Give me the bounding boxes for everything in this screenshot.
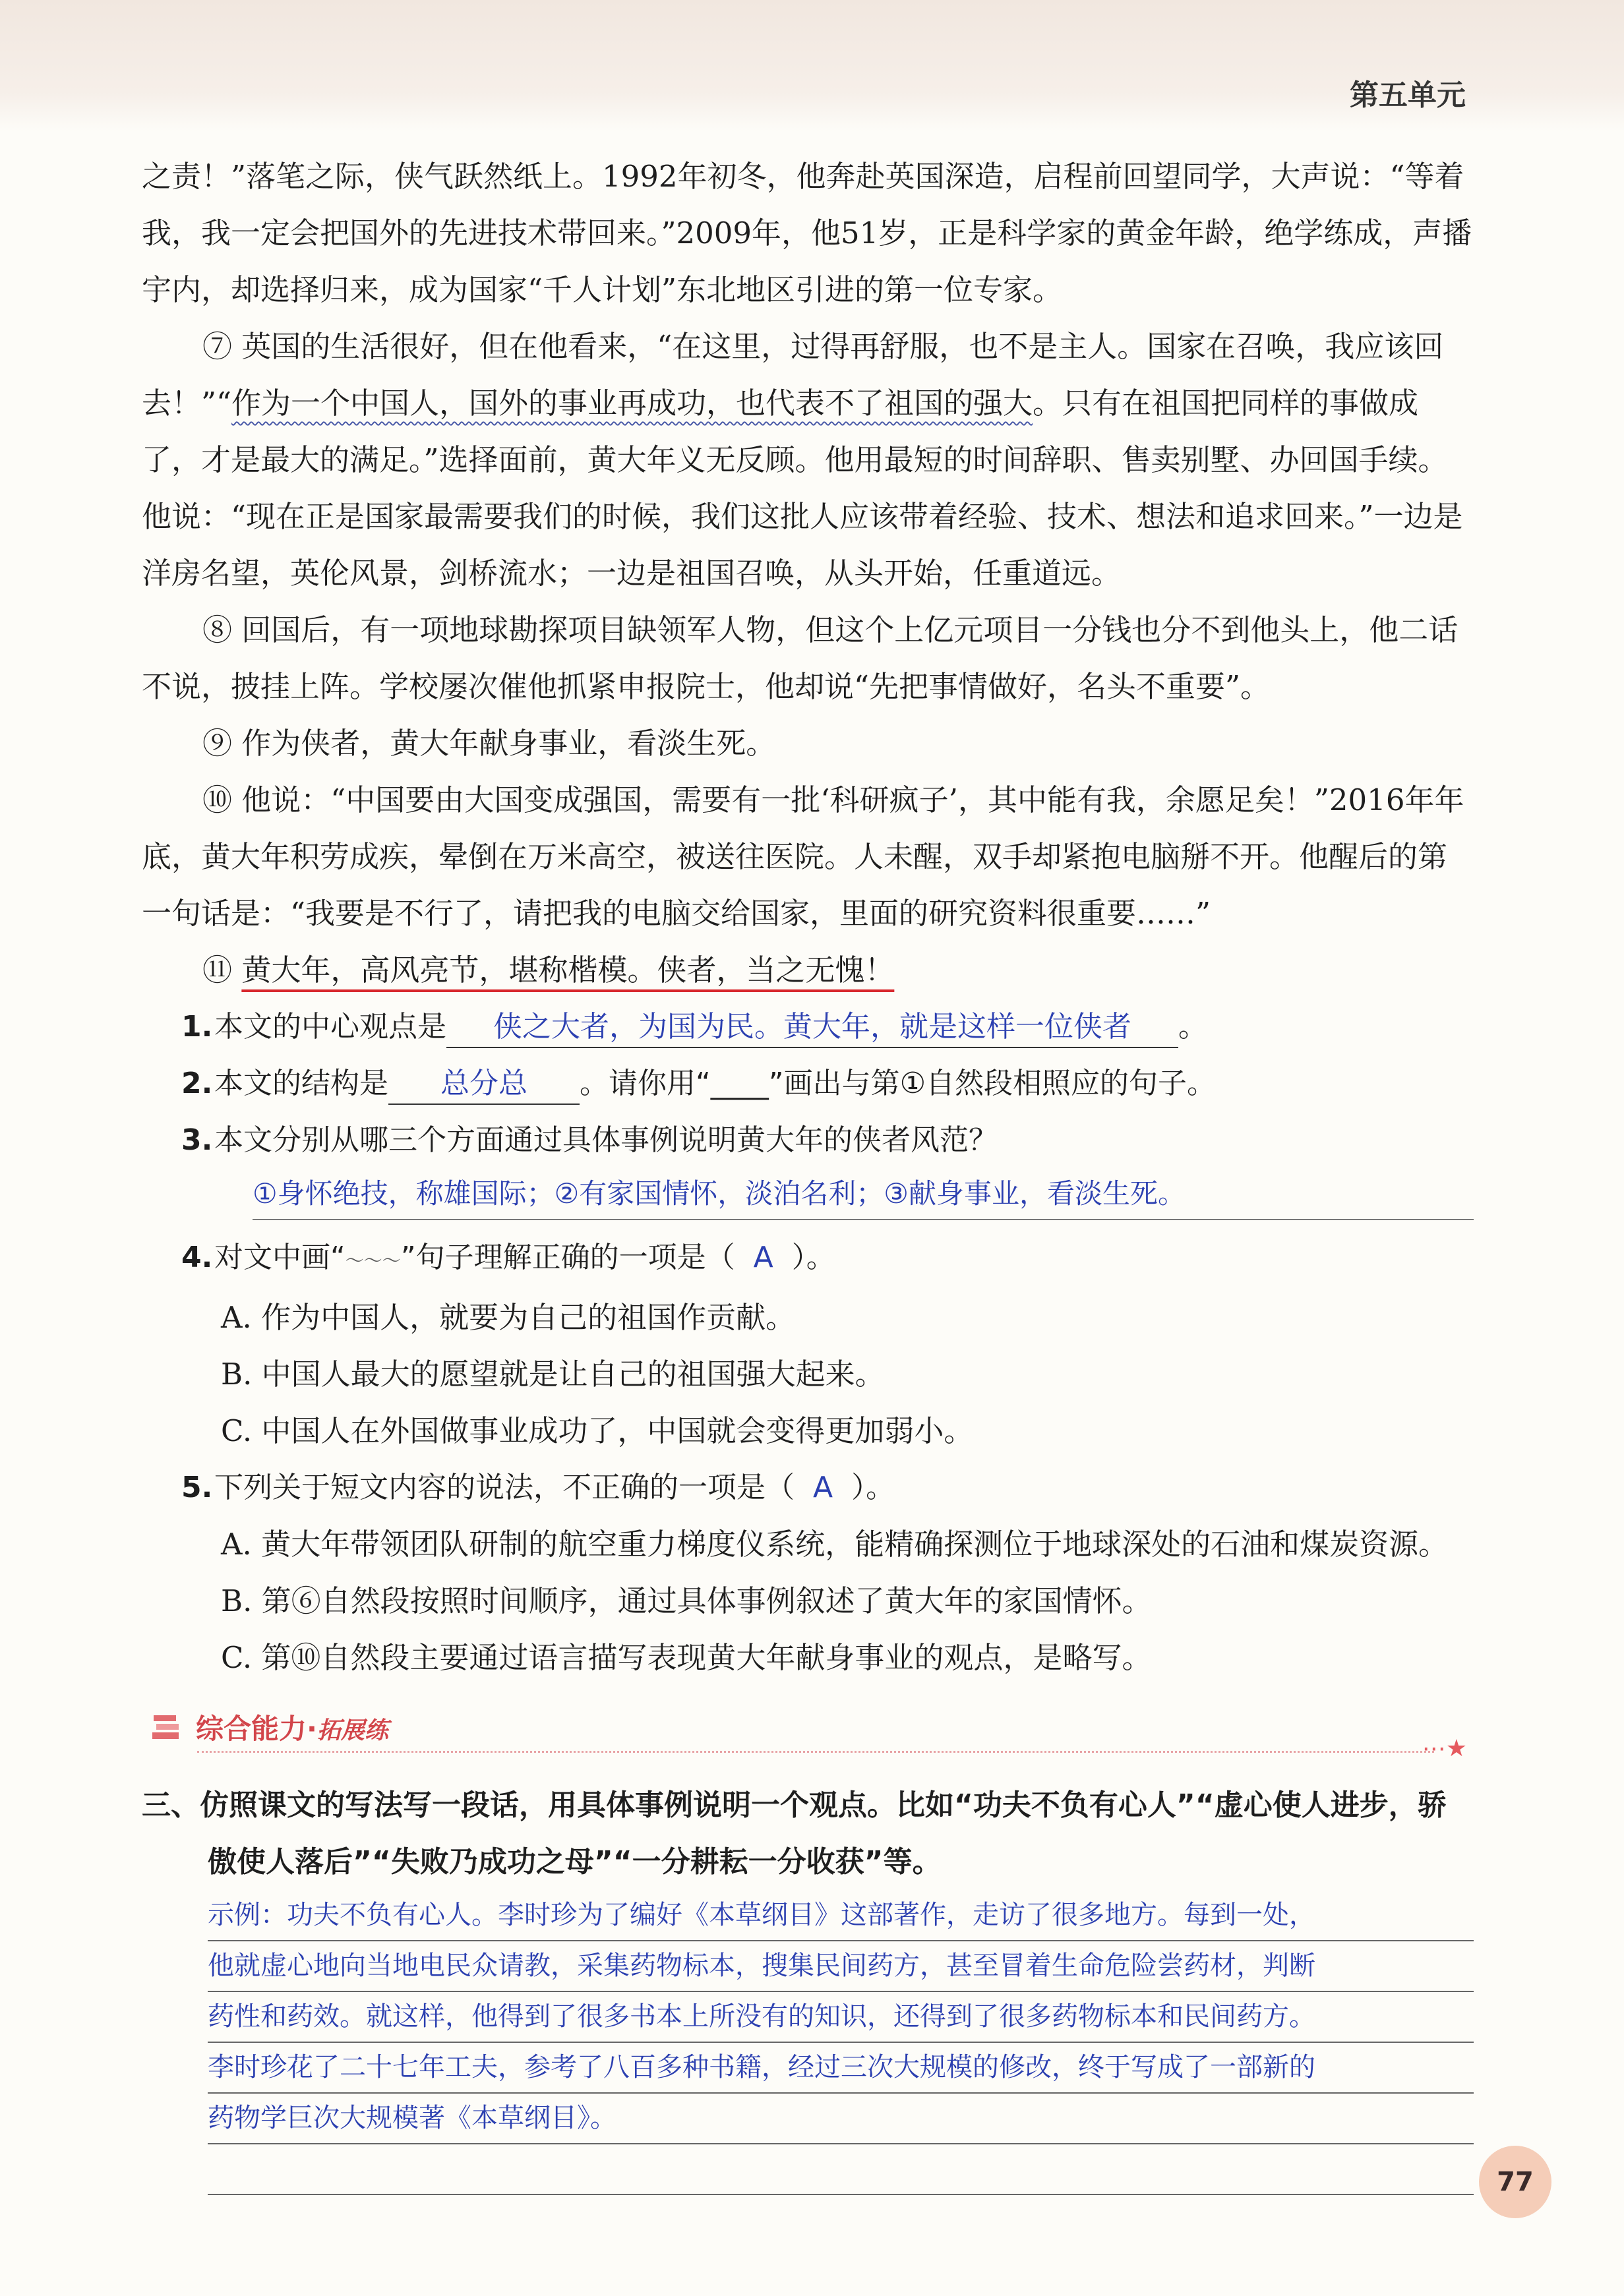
q4-option-a: A. 作为中国人，就要为自己的祖国作贡献。 <box>221 1300 796 1335</box>
passage-paragraph-7 <box>142 318 1474 602</box>
q4-number: 4. <box>181 1241 213 1274</box>
q3-text: 本文分别从哪三个方面通过具体事例说明黄大年的侠者风范？ <box>214 1123 998 1157</box>
question-2 <box>142 1055 1474 1112</box>
answer-line-1: 示例：功夫不负有心人。李时珍为了编好《本草纲目》这部著作，走访了很多地方。每到一处， <box>208 1891 1474 1941</box>
q5-option-c: C. 第⑩自然段主要通过语言描写表现黄大年献身事业的观点，是略写。 <box>221 1640 1152 1675</box>
section-title-main: 综合能力 <box>196 1713 307 1745</box>
answer-line-2: 他就虚心地向当地电民众请教，采集药物标本，搜集民间药方，甚至冒着生命危险尝药材，判断 <box>208 1941 1474 1992</box>
section-title-dot: · <box>307 1713 317 1745</box>
q4-answer[interactable]: A <box>753 1241 773 1274</box>
page-content <box>142 148 1474 2195</box>
passage-paragraph-10: ⑩ 他说：“中国要由大国变成强国，需要有一批‘科研疯子’，其中能有我，余愿足矣！”2016年年底，黄大年积劳成疾，晕倒在万米高空，被送往医院。人未醒，双手却紧抱电脑掰不开。他醒后的第一句话是：“我要是不行了，请把我的电脑交给国家，里面的研究资料很重要……” <box>142 782 1464 931</box>
q2-number: 2. <box>181 1067 213 1100</box>
q1-number: 1. <box>181 1010 213 1044</box>
passage-paragraph-11 <box>142 942 1474 999</box>
section-title <box>196 1707 388 1747</box>
question-3 <box>142 1112 1474 1169</box>
q5-text: 下列关于短文内容的说法，不正确的一项是（ <box>214 1471 795 1504</box>
section-banner <box>142 1695 1474 1761</box>
passage-paragraph-8: ⑧ 回国后，有一项地球勘探项目缺领军人物，但这个上亿元项目一分钱也分不到他头上，他二话不说，披挂上阵。学校屡次催他抓紧申报院士，他却说“先把事情做好，名头不重要”。 <box>142 612 1459 704</box>
q4-text: 对文中画“ <box>214 1241 346 1274</box>
q1-text: 本文的中心观点是 <box>214 1010 446 1044</box>
section-subtitle: 拓展练 <box>316 1717 388 1744</box>
q2-text-mid: 。请你用“ <box>580 1067 711 1100</box>
question-4 <box>142 1229 1474 1289</box>
q5-answer[interactable]: A <box>813 1471 833 1504</box>
q2-text: 本文的结构是 <box>214 1067 388 1100</box>
q1-answer-blank[interactable]: 侠之大者，为国为民。黄大年，就是这样一位侠者 <box>446 1007 1178 1048</box>
p7-text-a: ⑦ 英国的生活很好，但在他看来，“在这里，过得再舒服，也不是主人。国家在召唤，我应该回去！”“ <box>142 329 1444 421</box>
q2-underline-mark: ____ <box>710 1067 769 1100</box>
unit-title: 第五单元 <box>1350 78 1466 112</box>
answer-line-empty[interactable] <box>208 2144 1474 2195</box>
q3-number: 3. <box>181 1123 213 1157</box>
q2-answer-blank[interactable]: 总分总 <box>388 1064 580 1105</box>
answer-line-5: 药物学巨次大规模著《本草纲目》。 <box>208 2094 1474 2144</box>
passage-paragraph-continued: 之责！”落笔之际，侠气跃然纸上。1992年初冬，他奔赴英国深造，启程前回望同学，大声说：“等着我，我一定会把国外的先进技术带回来。”2009年，他51岁，正是科学家的黄金年龄，绝学练成，声播宇内，却选择归来，成为国家“千人计划”东北地区引进的第一位专家。 <box>142 159 1472 307</box>
q4-wavy-mark: ～～～ <box>345 1250 401 1272</box>
q4-text-end: ）。 <box>791 1241 835 1274</box>
answer-line-4: 李时珍花了二十七年工夫，参考了八百多种书籍，经过三次大规模的修改，终于写成了一部新的 <box>208 2043 1474 2094</box>
p11-number: ⑪ <box>202 953 233 987</box>
q4-text-mid: ”句子理解正确的一项是（ <box>400 1241 735 1274</box>
q2-text-end: ”画出与第①自然段相照应的句子。 <box>768 1067 1217 1100</box>
q4-option-b: B. 中国人最大的愿望就是让自己的祖国强大起来。 <box>221 1357 885 1392</box>
star-icon: ⋯★ <box>1422 1735 1467 1762</box>
p7-text-b: 。只有在祖国把同样的事做成了，才是最大的满足。”选择面前，黄大年义无反顾。他用最短的时间辞职、售卖别墅、办回国手续。他说：“现在正是国家最需要我们的时候，我们这批人应该带着经验、技术、想法和追求回来。”一边是洋房名望，英伦风景，剑桥流水；一边是祖国召唤，从头开始，任重道远。 <box>142 386 1463 591</box>
question-5 <box>142 1459 1474 1516</box>
red-underlined-sentence: 黄大年，高风亮节，堪称楷模。侠者，当之无愧！ <box>241 953 895 987</box>
question-1 <box>142 999 1474 1055</box>
q5-text-end: ）。 <box>851 1471 895 1504</box>
wavy-underlined-sentence: 作为一个中国人，国外的事业再成功，也代表不了祖国的强大 <box>231 386 1033 421</box>
q1-end: 。 <box>1178 1010 1207 1044</box>
q5-option-a: A. 黄大年带领团队研制的航空重力梯度仪系统，能精确探测位于地球深处的石油和煤炭资源。 <box>221 1527 1449 1562</box>
q3-answer-line[interactable]: ①身怀绝技，称雄国际；②有家国情怀，淡泊名利；③献身事业，看淡生死。 <box>253 1169 1474 1220</box>
page-number: 77 <box>1479 2146 1551 2218</box>
banner-dotted-line <box>197 1751 1434 1753</box>
task-3-answer[interactable] <box>208 1891 1474 2144</box>
book-stack-icon <box>151 1713 184 1742</box>
task-3-prompt: 三、仿照课文的写法写一段话，用具体事例说明一个观点。比如“功夫不负有心人”“虚心使人进步，骄傲使人落后”“失败乃成功之母”“一分耕耘一分收获”等。 <box>142 1788 1447 1879</box>
q4-option-c: C. 中国人在外国做事业成功了，中国就会变得更加弱小。 <box>221 1413 974 1448</box>
q5-option-b: B. 第⑥自然段按照时间顺序，通过具体事例叙述了黄大年的家国情怀。 <box>221 1583 1152 1618</box>
q5-number: 5. <box>181 1471 213 1504</box>
answer-line-3: 药性和药效。就这样，他得到了很多书本上所没有的知识，还得到了很多药物标本和民间药方。 <box>208 1992 1474 2043</box>
passage-paragraph-9: ⑨ 作为侠者，黄大年献身事业，看淡生死。 <box>202 726 776 761</box>
